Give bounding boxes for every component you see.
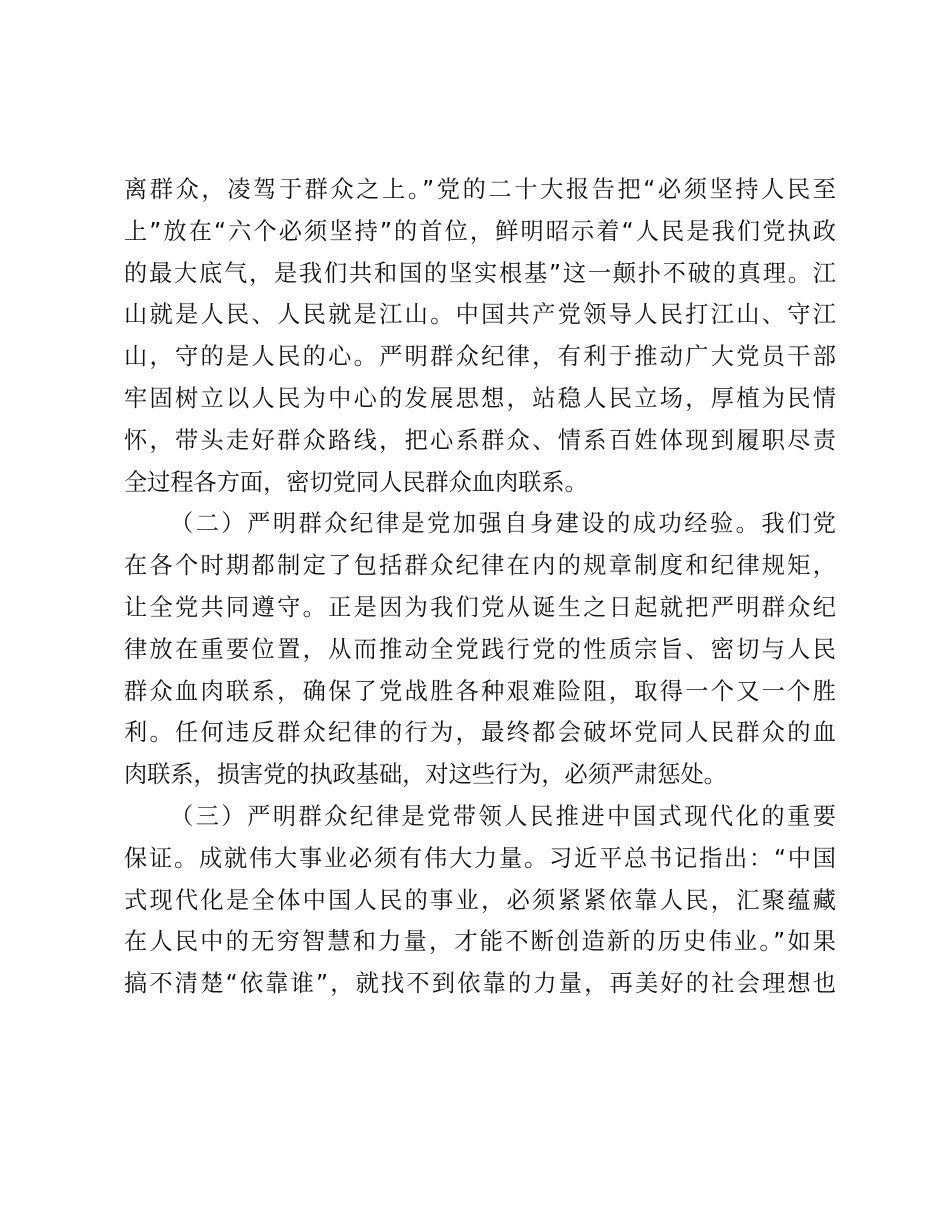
text-line: 式现代化是全体中国人民的事业，必须紧紧依靠人民，汇聚蕴藏 — [124, 886, 836, 914]
text-line: 律放在重要位置，从而推动全党践行党的性质宗旨、密切与人民 — [124, 635, 836, 663]
text-line: 保证。成就伟大事业必须有伟大力量。习近平总书记指出：“中国 — [124, 844, 836, 872]
text-line: 离群众，凌驾于群众之上。”党的二十大报告把“必须坚持人民至 — [124, 176, 836, 203]
text-line: 搞不清楚“依靠谁”，就找不到依靠的力量，再美好的社会理想也 — [124, 970, 836, 998]
text-line: 山，守的是人民的心。严明群众纪律，有利于推动广大党员干部 — [124, 343, 836, 371]
text-line: 利。任何违反群众纪律的行为，最终都会破坏党同人民群众的血 — [124, 719, 836, 747]
text-line: 怀，带头走好群众路线，把心系群众、情系百姓体现到履职尽责 — [124, 426, 836, 454]
document-body — [124, 169, 836, 1005]
text-line: 牢固树立以人民为中心的发展思想，站稳人民立场，厚植为民情 — [124, 384, 836, 412]
paragraph-heading-line: （二）严明群众纪律是党加强自身建设的成功经验。我们党 — [170, 510, 836, 538]
paragraph-end-line: 全过程各方面，密切党同人民群众血肉联系。 — [124, 468, 588, 496]
text-line: 群众血肉联系，确保了党战胜各种艰难险阻，取得一个又一个胜 — [124, 677, 836, 705]
text-line: 在人民中的无穷智慧和力量，才能不断创造新的历史伟业。”如果 — [124, 928, 836, 956]
text-line: 在各个时期都制定了包括群众纪律在内的规章制度和纪律规矩， — [124, 552, 836, 580]
text-line: 上”放在“六个必须坚持”的首位，鲜明昭示着“人民是我们党执政 — [124, 217, 836, 245]
text-line: 让全党共同遵守。正是因为我们党从诞生之日起就把严明群众纪 — [124, 593, 836, 621]
paragraph-end-line: 肉联系，损害党的执政基础，对这些行为，必须严肃惩处。 — [124, 761, 727, 789]
paragraph-heading-line: （三）严明群众纪律是党带领人民推进中国式现代化的重要 — [170, 802, 836, 830]
text-line: 山就是人民、人民就是江山。中国共产党领导人民打江山、守江 — [124, 301, 836, 329]
text-line: 的最大底气，是我们共和国的坚实根基”这一颠扑不破的真理。江 — [124, 259, 836, 287]
